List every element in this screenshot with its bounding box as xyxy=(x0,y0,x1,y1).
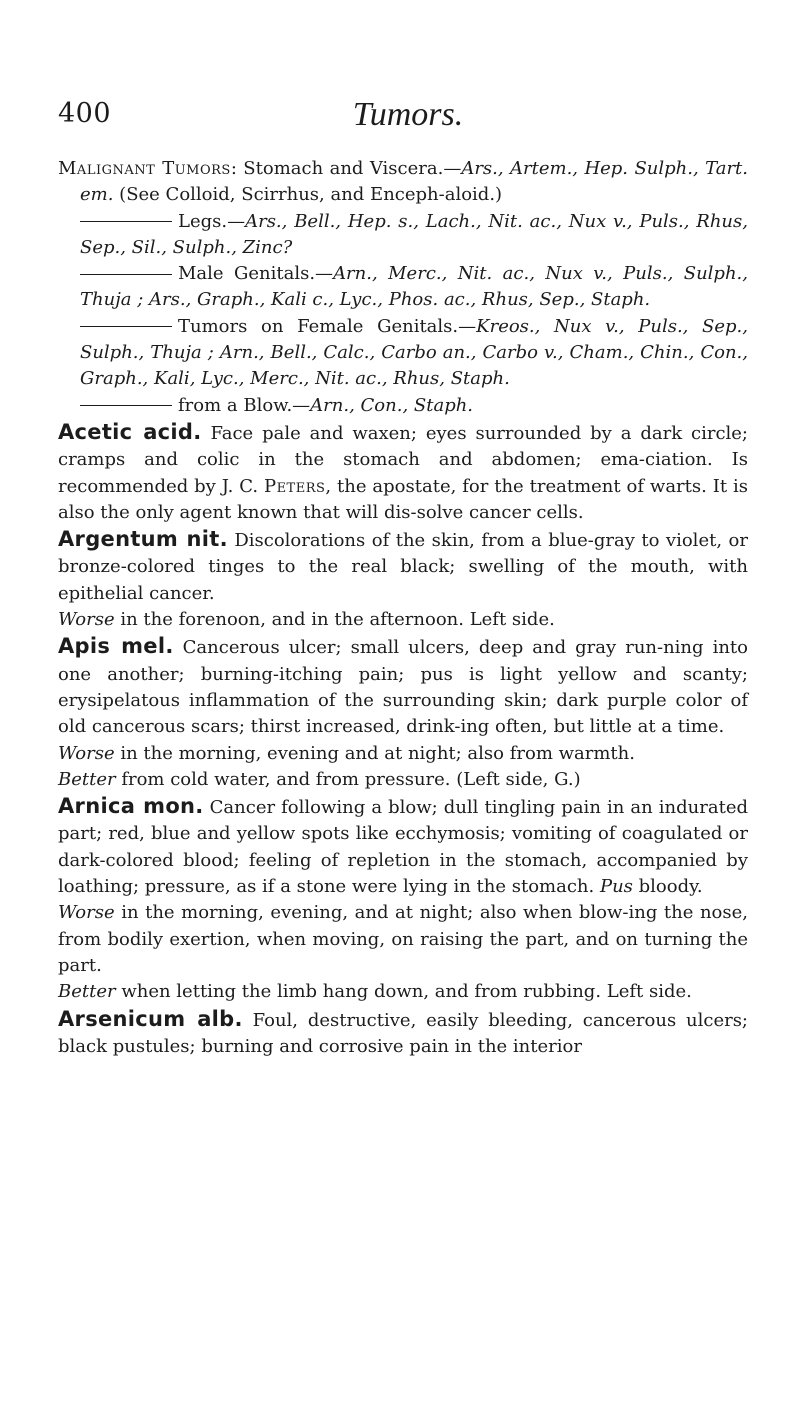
remedy-text: Cancer following a blow; dull tingling pain in an indurated part; red, blue and yellow spots like ecchymosis; vomiting of coagulated or dark-colored blood; feeling of repletion in the stomach, accompanied by loathing; pressure, as if a stone were lying in the stomach. xyxy=(58,797,748,898)
entry-heading: Malignant Tumors xyxy=(58,158,231,179)
modality-text: in the forenoon, and in the afternoon. Left side. xyxy=(114,609,555,631)
sub-entry-legs xyxy=(58,209,748,262)
remedy-apis-mel xyxy=(58,633,748,793)
modality-label: Worse xyxy=(58,609,115,631)
sub-entry-label: Tumors on Female Genitals.— xyxy=(178,315,477,337)
sub-entry-label: Male Genitals.— xyxy=(178,263,334,285)
remedy-name: Apis mel. xyxy=(58,634,174,659)
remedy-text: Cancerous ulcer; small ulcers, deep and gray run-ning into one another; burning-itching pain; pus is light yellow and scanty; erysipelatous inflammation of the surrounding skin; dark purple color of old cancerous scars; thirst increased, drink-ing often, but little at a time. xyxy=(58,637,749,738)
modality-text: from cold water, and from pressure. (Left side, G.) xyxy=(115,768,581,790)
remedy-acetic-acid xyxy=(58,419,748,526)
modality-text: in the morning, evening and at night; also from warmth. xyxy=(114,742,635,764)
remedy-list: Arn., Merc., Nit. ac., Nux v., Puls., Sulph., Thuja ; Ars., Graph., Kali c., Lyc., Phos. ac., Rhus, Sep., Staph. xyxy=(80,263,748,311)
modality-better xyxy=(58,979,748,1005)
page-body xyxy=(58,156,748,1060)
remedy-list: Ars., Artem., Hep. Sulph., Tart. em. xyxy=(80,158,748,206)
remedy-text: Foul, destructive, easily bleeding, cancerous ulcers; black pustules; burning and corrosive pain in the interior xyxy=(58,1009,749,1057)
modality-text: when letting the limb hang down, and from rubbing. Left side. xyxy=(115,981,692,1003)
cross-reference-note: (See Colloid, Scirrhus, and Enceph-aloid.) xyxy=(113,184,503,206)
modality-label: Better xyxy=(58,981,116,1003)
remedy-text: , the apostate, for the treatment of warts. It is also the only agent known that will dis-solve cancer cells. xyxy=(58,475,748,523)
modality-text: in the morning, evening, and at night; also when blow-ing the nose, from bodily exertion, when moving, on raising the part, and on turning the part. xyxy=(58,902,748,976)
sub-entry-label: from a Blow.— xyxy=(178,394,311,416)
dash-rule xyxy=(80,405,172,406)
remedy-list: Arn., Con., Staph. xyxy=(310,394,474,416)
remedy-arsenicum-alb xyxy=(58,1006,748,1061)
sub-entry-label: Legs.— xyxy=(178,210,246,232)
sub-entry-female-genitals xyxy=(58,314,748,393)
remedy-text: Face pale and waxen; eyes surrounded by a dark circle; cramps and colic in the stomach and abdomen; ema-ciation. Is recommended by J. C. xyxy=(58,422,748,497)
remedy-name: Arnica mon. xyxy=(58,794,204,819)
entry-intro: : Stomach and Viscera.— xyxy=(230,158,462,179)
person-name: Peters xyxy=(263,475,326,497)
remedy-arnica-mon xyxy=(58,793,748,1005)
dash-rule xyxy=(80,221,172,222)
sub-entry-male-genitals xyxy=(58,261,748,314)
running-title: Tumors. xyxy=(352,96,464,133)
pus-label: Pus xyxy=(599,876,633,898)
remedy-argentum-nit xyxy=(58,526,748,633)
remedy-text: Discolorations of the skin, from a blue-gray to violet, or bronze-colored tinges to the real black; swelling of the mouth, with epithelial cancer. xyxy=(58,530,748,604)
modality-label: Better xyxy=(58,768,116,790)
remedy-name: Arsenicum alb. xyxy=(58,1006,243,1031)
modality-worse xyxy=(58,900,748,979)
modality-worse xyxy=(58,607,748,633)
remedy-text: bloody. xyxy=(632,876,703,898)
running-head xyxy=(58,96,748,136)
remedy-list: Ars., Bell., Hep. s., Lach., Nit. ac., Nux v., Puls., Rhus, Sep., Sil., Sulph., Zinc? xyxy=(80,210,748,258)
remedy-list: Kreos., Nux v., Puls., Sep., Sulph., Thuja ; Arn., Bell., Calc., Carbo an., Carbo v., Cham., Chin., Con., Graph., Kali, Lyc., Merc., Nit. ac., Rhus, Staph. xyxy=(80,315,748,390)
dash-rule xyxy=(80,326,172,327)
entry-malignant-tumors xyxy=(58,156,748,209)
page-number: 400 xyxy=(58,98,112,129)
modality-label: Worse xyxy=(58,902,115,924)
dash-rule xyxy=(80,274,172,275)
modality-worse xyxy=(58,741,748,767)
remedy-name: Argentum nit. xyxy=(58,527,228,552)
remedy-name: Acetic acid. xyxy=(58,419,202,444)
modality-better xyxy=(58,767,748,793)
modality-label: Worse xyxy=(58,742,115,764)
sub-entry-from-blow xyxy=(58,393,748,419)
